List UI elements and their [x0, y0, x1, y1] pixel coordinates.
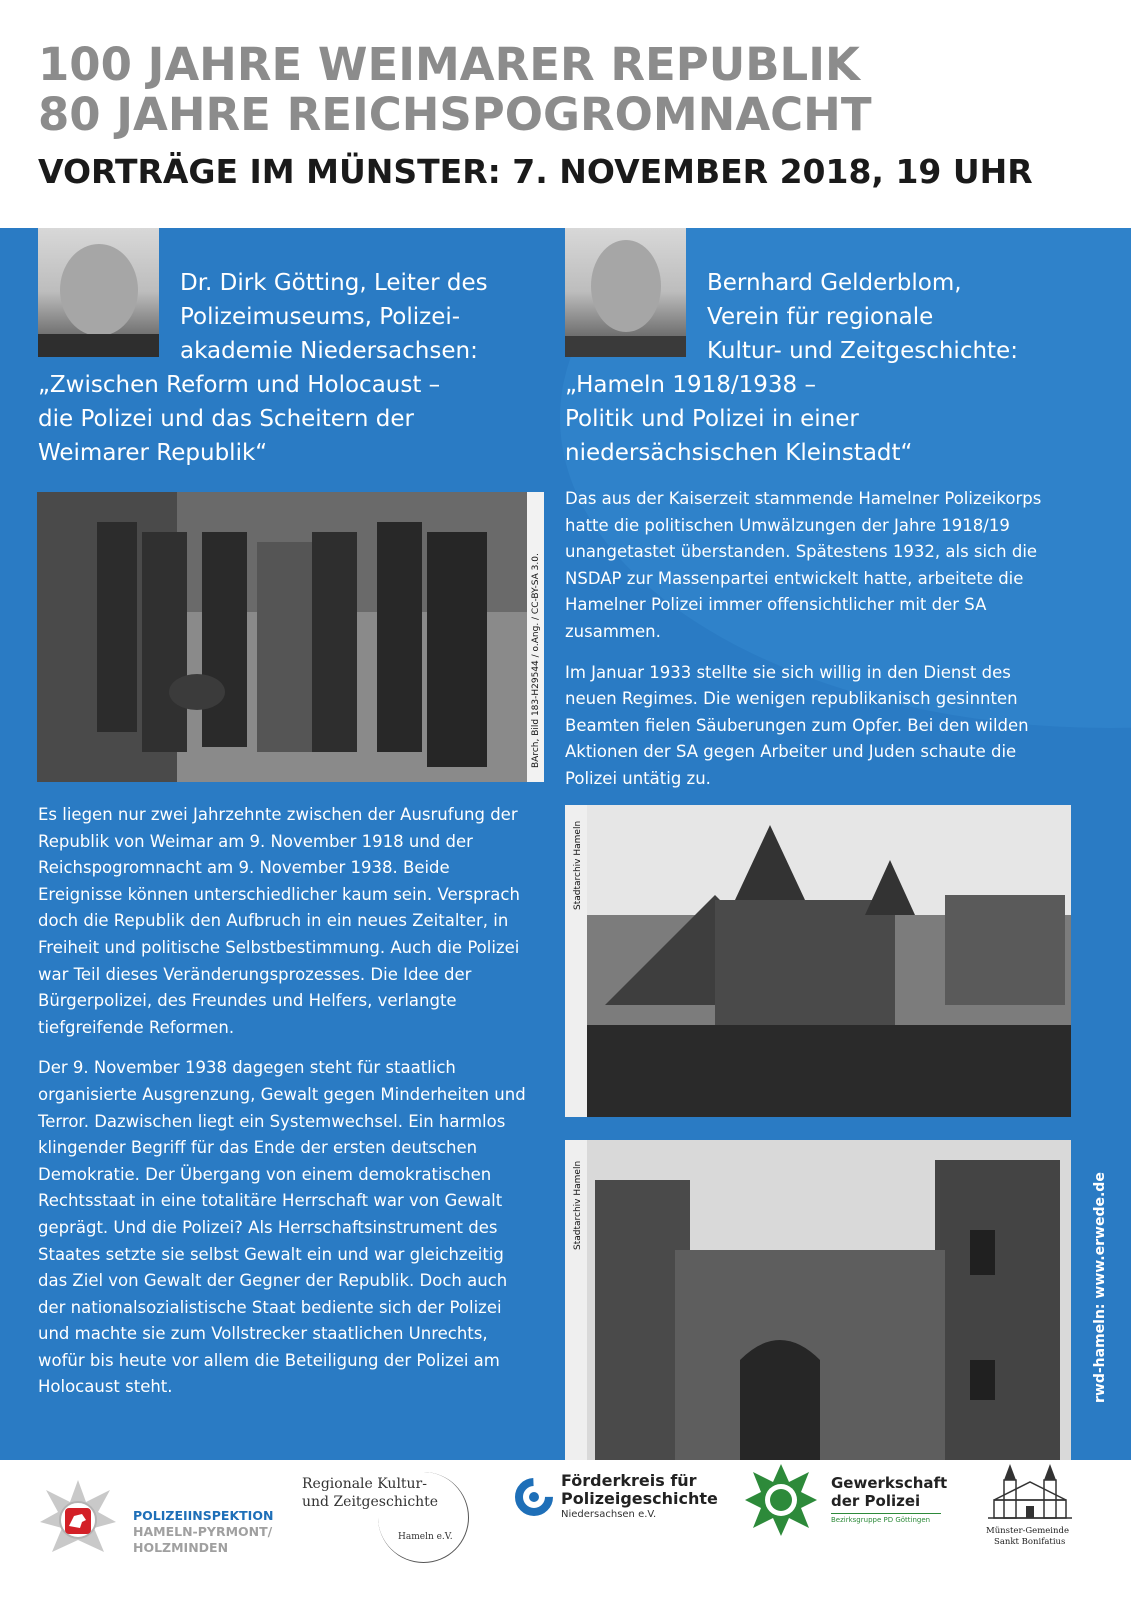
speaker2-line: Kultur- und Zeitgeschichte:	[707, 338, 1018, 364]
logo5-line2: Sankt Bonifatius	[994, 1537, 1066, 1547]
logo2-line2: und Zeitgeschichte	[302, 1494, 439, 1510]
photo-credit-synagogue-2: Stadtarchiv Hameln	[573, 1160, 583, 1250]
event-subtitle: VORTRÄGE IM MÜNSTER: 7. NOVEMBER 2018, 19 UHR	[38, 152, 1033, 191]
logo4-line3: Bezirksgruppe PD Göttingen	[831, 1516, 931, 1524]
speaker1-line: Polizeimuseums, Polizei-	[180, 304, 461, 330]
photo-credit-synagogue-1: Stadtarchiv Hameln	[573, 820, 583, 910]
title-line-1: 100 JAHRE WEIMARER REPUBLIK	[38, 38, 860, 91]
left-paragraph-2: Der 9. November 1938 dagegen steht für staatlich organisierte Ausgrenzung, Gewalt gegen Minderheiten und Terror. Dazwischen liegt ein Systemwechsel. Ein harmlos klingender Begriff für das Ende der ersten deutschen Demokratie. Der Übergang von einem demokratischen Rechtsstaat in eine totalitäre Herrschaft war von Gewalt geprägt. Und die Polizei? Als Herrschaftsinstrument des Staates setzte sie selbst Gewalt ein und war gleichzeitig das Ziel von Gewalt der Gegner der Republik. Doch auch der nationalsozialistische Staat bediente sich der Polizei und machte sie zum Vollstrecker staatlichen Unrechts, wofür bis heute vor allem die Beteiligung der Polizei am Holocaust steht.	[38, 1058, 526, 1397]
right-paragraph-2: Im Januar 1933 stellte sie sich willig in den Dienst des neuen Regimes. Die wenigen republikanisch gesinnten Beamten fielen Säuberungen zum Opfer. Bei den wilden Aktionen der SA gegen Arbeiter und Juden schaute die Polizei untätig zu.	[565, 662, 1029, 788]
left-paragraph-1: Es liegen nur zwei Jahrzehnte zwischen der Ausrufung der Republik von Weimar am 9. November 1918 und der Reichspogromnacht am 9. November 1938. Beide Ereignisse können unterschiedlicher kaum sein. Versprach doch die Republik den Aufbruch in ein neues Zeitalter, in Freiheit und politische Selbstbestimmung. Auch die Polizei war Teil dieses Veränderungsprozesses. Die Idee der Bürgerpolizei, des Freundes und Helfers, verlangte tiefgreifende Reformen.	[38, 805, 520, 1037]
right-paragraph-1: Das aus der Kaiserzeit stammende Hamelner Polizeikorps hatte die politischen Umwälzungen der Jahre 1918/19 unangetastet überstanden. Spätestens 1932, als sich die NSDAP zur Massenpartei entwickelt hatte, arbeitete die Hamelner Polizei immer offensichtlicher mit der SA zusammen.	[565, 489, 1042, 641]
logo4-line1: Gewerkschaft	[831, 1474, 948, 1492]
speaker1-line: Dr. Dirk Götting, Leiter des	[180, 270, 488, 296]
church-icon	[988, 1460, 1072, 1522]
speaker2-line: Politik und Polizei in einer	[565, 406, 859, 432]
logo1-line2: HAMELN-PYRMONT/	[133, 1524, 273, 1539]
logo-muenster-gemeinde	[982, 1460, 1082, 1580]
logo3-line3: Niedersachsen e.V.	[561, 1509, 657, 1520]
content-band	[0, 228, 1131, 1460]
left-article-text	[38, 802, 530, 1415]
synagogue-photo-2	[565, 1140, 1071, 1460]
police-historical-photo	[37, 492, 544, 782]
speaker2-portrait	[565, 228, 686, 357]
star-badge-icon	[38, 1478, 118, 1558]
ring-icon	[513, 1476, 555, 1518]
logo5-line1: Münster-Gemeinde	[986, 1526, 1069, 1536]
speaker2-line: Bernhard Gelderblom,	[707, 270, 962, 296]
speaker1-line: „Zwischen Reform und Holocaust –	[38, 372, 441, 398]
speaker2-talk-title	[565, 368, 912, 470]
speaker2-line: „Hameln 1918/1938 –	[565, 372, 816, 398]
side-url[interactable]: rwd-hameln: www.erwede.de	[1092, 1172, 1108, 1403]
logo1-line3: HOLZMINDEN	[133, 1540, 229, 1555]
speaker2-line: Verein für regionale	[707, 304, 934, 330]
photo-credit-police: BArch, Bild 183-H29544 / o.Ang. / CC-BY-SA 3.0.	[531, 553, 541, 768]
logo-gdp	[745, 1460, 955, 1580]
logo-polizeiinspektion	[38, 1460, 274, 1580]
speaker1-line: akademie Niedersachsen:	[180, 338, 478, 364]
sponsor-logos	[0, 1460, 1131, 1600]
speaker1-intro	[180, 266, 488, 368]
speaker1-line: die Polizei und das Scheitern der	[38, 406, 415, 432]
speaker1-line: Weimarer Republik“	[38, 440, 268, 466]
logo1-line1: POLIZEIINSPEKTION	[133, 1508, 274, 1523]
logo-regionale-kultur	[298, 1460, 478, 1590]
logo3-line1: Förderkreis für	[561, 1471, 697, 1490]
logo4-line2: der Polizei	[831, 1492, 921, 1510]
speaker1-talk-title	[38, 368, 440, 470]
title-line-2: 80 JAHRE REICHSPOGROMNACHT	[38, 88, 872, 141]
right-article-text	[565, 486, 1050, 807]
speaker1-portrait	[38, 228, 159, 357]
synagogue-photo-1	[565, 805, 1071, 1117]
logo-foerderkreis	[513, 1460, 723, 1580]
logo2-line3: Hameln e.V.	[398, 1532, 453, 1542]
logo3-line2: Polizeigeschichte	[561, 1489, 718, 1508]
logo2-line1: Regionale Kultur-	[302, 1476, 427, 1492]
speaker2-line: niedersächsischen Kleinstadt“	[565, 440, 913, 466]
speaker2-intro	[707, 266, 1018, 368]
gdp-star-icon	[745, 1464, 817, 1536]
